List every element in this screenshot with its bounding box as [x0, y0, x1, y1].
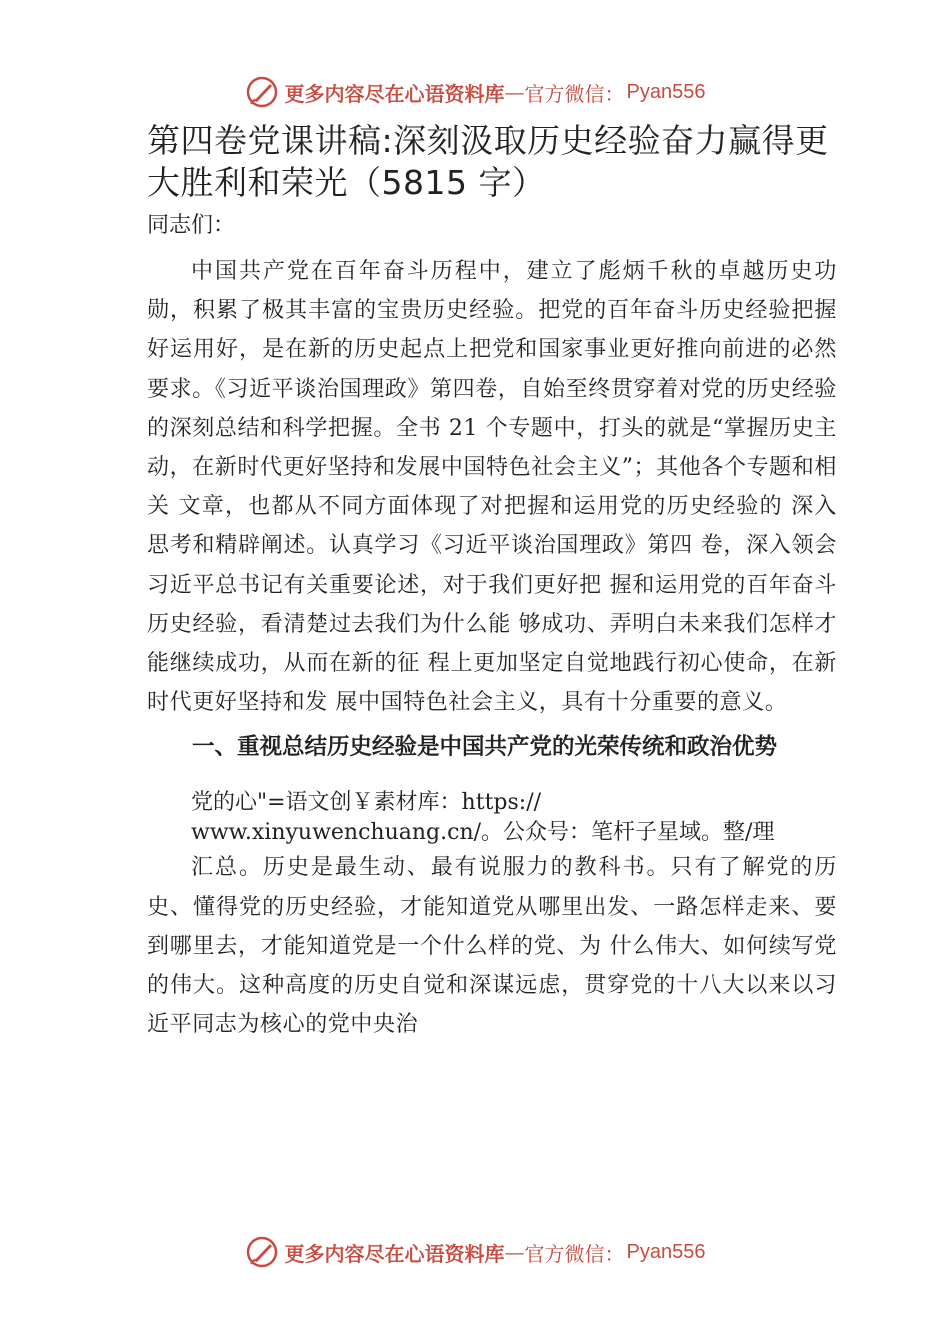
section-1-paragraph-text: 汇总。历史是最生动、最有说服力的教科书。只有了解党的历史、懂得党的历史经验，才能知道党从哪里出发、一路怎样走来、要到哪里去，才能知道党是一个什么样的党、为 什么伟大、如何续写党的伟大。这种高度的历史自觉和深谋远虑，贯穿党的十八大以来以习近平同志为核心的党中央治 — [147, 855, 837, 1038]
section-heading-1: 一、重视总结历史经验是中国共产党的光荣传统和政治优势 — [192, 734, 778, 761]
banner-wechat-label: 官方微信： — [524, 81, 625, 106]
banner-dash: — — [504, 1240, 525, 1264]
quill-pen-logo-icon — [245, 75, 279, 109]
source-note-line-1: 党的心"=语文创￥素材库：https:// — [191, 790, 542, 816]
banner-wechat-label: 官方微信： — [524, 1241, 625, 1266]
banner-main-text: 更多内容尽在心语资料库 — [284, 81, 505, 106]
banner-wechat-id: Pyan556 — [626, 80, 706, 103]
document-body — [147, 120, 837, 1044]
banner-wechat-id: Pyan556 — [626, 1240, 706, 1263]
salutation: 同志们： — [147, 213, 236, 238]
document-title: 第四卷党课讲稿:深刻汲取历史经验奋力赢得更大胜利和荣光（5815 字） — [147, 121, 829, 202]
source-note-line-2: www.xinyuwenchuang.cn/。公众号：笔杆子星域。整/理 — [191, 820, 775, 846]
footer-watermark-banner — [0, 1232, 950, 1272]
header-watermark-banner — [0, 72, 950, 112]
section-1-paragraph — [147, 848, 837, 1044]
banner-dash: — — [504, 80, 525, 104]
intro-paragraph: 中国共产党在百年奋斗历程中，建立了彪炳千秋的卓越历史功勋，积累了极其丰富的宝贵历史经验。把党的百年奋斗历史经验把握好运用好，是在新的历史起点上把党和国家事业更好推向前进的必然要求。《习近平谈治国理政》第四卷，自始至终贯穿着对党的历史经验的深刻总结和科学把握。全书 21 个专题中，打头的就是“掌握历史主动，在新时代更好坚持和发展中国特色社会主义”；其他各个专题和相关 文章，也都从不同方面体现了对把握和运用党的历史经验的 深入思考和精辟阐述。认真学习《习近平谈治国理政》第四 卷，深入领会习近平总书记有关重要论述，对于我们更好把 握和运用党的百年奋斗历史经验，看清楚过去我们为什么能 够成功、弄明白未来我们怎样才能继续成功，从而在新的征 程上更加坚定自觉地践行初心使命，在新时代更好坚持和发 展中国特色社会主义，具有十分重要的意义。 — [147, 259, 837, 716]
source-note — [147, 788, 837, 848]
banner-main-text: 更多内容尽在心语资料库 — [284, 1241, 505, 1266]
quill-pen-logo-icon — [245, 1235, 279, 1269]
